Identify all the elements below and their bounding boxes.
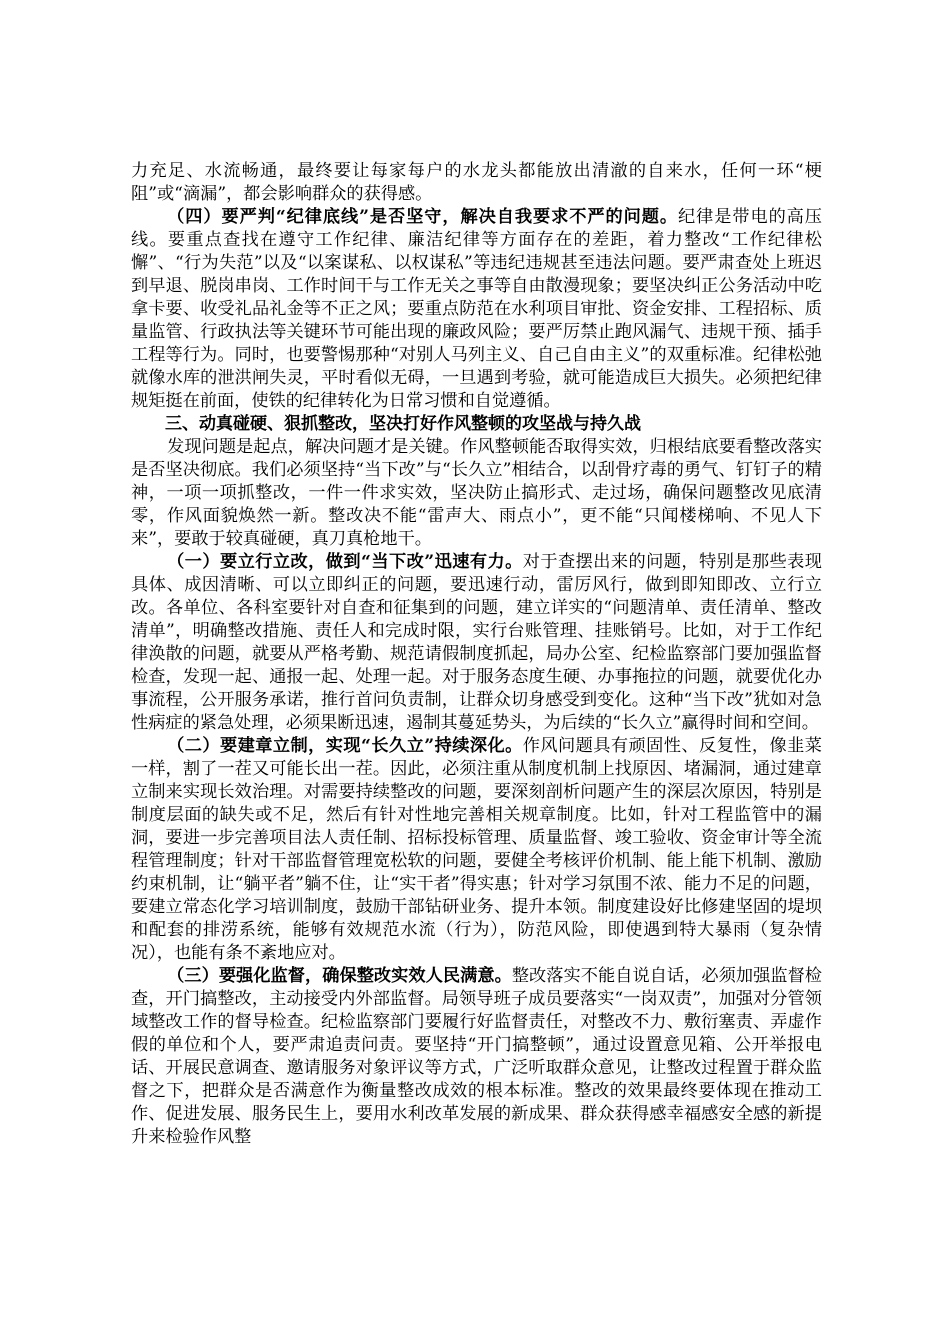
paragraph-supervision (131, 965, 822, 1149)
paragraph-rules-system (131, 735, 822, 965)
paragraph-lead: （一）要立行立改，做到“当下改”迅速有力。 (167, 552, 523, 572)
paragraph-lead: （四）要严判“纪律底线”是否坚守，解决自我要求不严的问题。 (167, 207, 678, 227)
paragraph-body: 力充足、水流畅通，最终要让每家每户的水龙头都能放出清澈的自来水，任何一环“梗阻”或“滴漏”，都会影响群众的获得感。 (131, 161, 822, 204)
paragraph-lead: （二）要建章立制，实现“长久立”持续深化。 (167, 736, 523, 756)
paragraph-intro (131, 436, 822, 551)
paragraph-continuation (131, 160, 822, 206)
paragraph-body: 纪律是带电的高压线。要重点查找在遵守工作纪律、廉洁纪律等方面存在的差距，着力整改“工作纪律松懈”、“行为失范”以及“以案谋私、以权谋私”等违纪违规甚至违法问题。要严肃查处上班迟到早退、脱岗串岗、工作时间干与工作无关之事等自由散漫现象；要坚决纠正公务活动中吃拿卡要、收受礼品礼金等不正之风；要重点防范在水利项目审批、资金安排、工程招标、质量监管、行政执法等关键环节可能出现的廉政风险；要严厉禁止跑风漏气、违规干预、插手工程等行为。同时，也要警惕那种“对别人马列主义、自己自由主义”的双重标准。纪律松弛就像水库的泄洪闸失灵，平时看似无碍，一旦遇到考验，就可能造成巨大损失。必须把纪律规矩挺在前面，使铁的纪律转化为日常习惯和自觉遵循。 (131, 207, 822, 411)
paragraph-immediate-rectify (131, 551, 822, 735)
paragraph-body: 发现问题是起点，解决问题才是关键。作风整顿能否取得实效，归根结底要看整改落实是否坚决彻底。我们必须坚持“当下改”与“长久立”相结合，以刮骨疗毒的勇气、钉钉子的精神，一项一项抓整改，一件一件求实效，坚决防止搞形式、走过场，确保问题整改见底清零，作风面貌焕然一新。整改决不能“雷声大、雨点小”，更不能“只闻楼梯响、不见人下来”，要敢于较真碰硬，真刀真枪地干。 (131, 437, 822, 549)
paragraph-discipline (131, 206, 822, 413)
section-heading: 三、动真碰硬、狠抓整改，坚决打好作风整顿的攻坚战与持久战 (165, 414, 641, 434)
paragraph-lead: （三）要强化监督，确保整改实效人民满意。 (167, 966, 512, 986)
paragraph-body: 对于查摆出来的问题，特别是那些表现具体、成因清晰、可以立即纠正的问题，要迅速行动，雷厉风行，做到即知即改、立行立改。各单位、各科室要针对自查和征集到的问题，建立详实的“问题清单、责任清单、整改清单”，明确整改措施、责任人和完成时限，实行台账管理、挂账销号。比如，对于工作纪律涣散的问题，就要从严格考勤、规范请假制度抓起，局办公室、纪检监察部门要加强监督检查，发现一起、通报一起、处理一起。对于服务态度生硬、办事拖拉的问题，就要优化办事流程，公开服务承诺，推行首问负责制，让群众切身感受到变化。这种“当下改”犹如对急性病症的紧急处理，必须果断迅速，遏制其蔓延势头，为后续的“长久立”赢得时间和空间。 (131, 552, 822, 733)
paragraph-body: 作风问题具有顽固性、反复性，像韭菜一样，割了一茬又可能长出一茬。因此，必须注重从制度机制上找原因、堵漏洞，通过建章立制来实现长效治理。对需要持续整改的问题，要深刻剖析问题产生的深层次原因，特别是制度层面的缺失或不足，然后有针对性地完善相关规章制度。比如，针对工程监管中的漏洞，要进一步完善项目法人责任制、招标投标管理、质量监督、竣工验收、资金审计等全流程管理制度；针对干部监督管理宽松软的问题，要健全考核评价机制、能上能下机制、激励约束机制，让“躺平者”躺不住，让“实干者”得实惠；针对学习氛围不浓、能力不足的问题，要建立常态化学习培训制度，鼓励干部钻研业务、提升本领。制度建设好比修建坚固的堤坝和配套的排涝系统，能够有效规范水流（行为），防范风险，即使遇到特大暴雨（复杂情况），也能有条不紊地应对。 (131, 736, 822, 963)
paragraph-body: 整改落实不能自说自话，必须加强监督检查，开门搞整改，主动接受内外部监督。局领导班子成员要落实“一岗双责”，加强对分管领域整改工作的督导检查。纪检监察部门要履行好监督责任，对整改不力、敷衍塞责、弄虚作假的单位和个人，要严肃追责问责。要坚持“开门搞整顿”，通过设置意见箱、公开举报电话、开展民意调查、邀请服务对象评议等方式，广泛听取群众意见，让整改过程置于群众监督之下，把群众是否满意作为衡量整改成效的根本标准。整改的效果最终要体现在推动工作、促进发展、服务民生上，要用水利改革发展的新成果、群众获得感幸福感安全感的新提升来检验作风整 (131, 966, 822, 1147)
